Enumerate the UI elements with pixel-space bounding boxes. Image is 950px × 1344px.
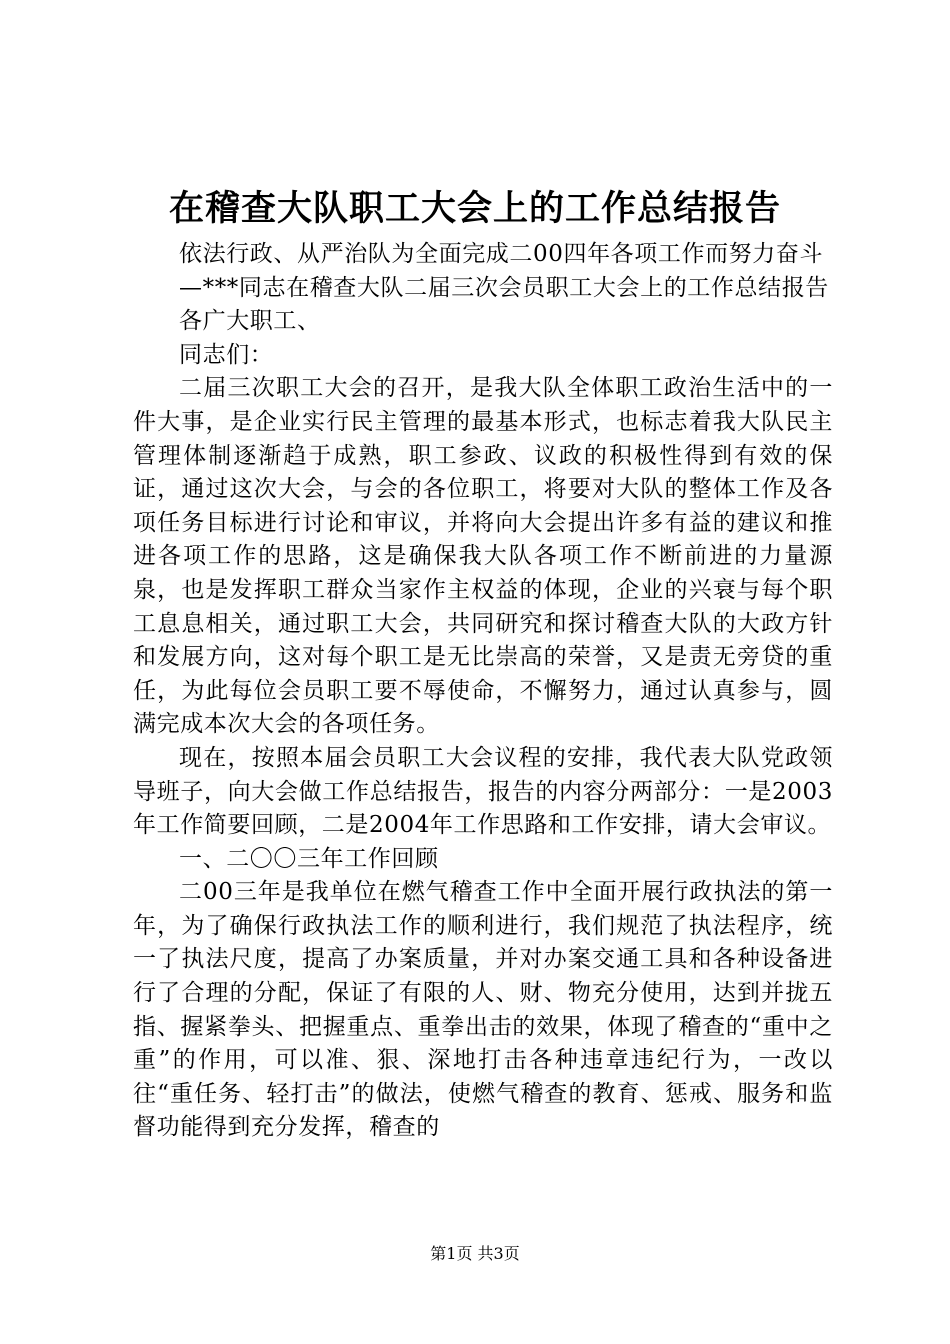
salutation-line: 各广大职工、 — [179, 308, 321, 335]
body-paragraph: 二届三次职工大会的召开，是我大队全体职工政治生活中的一件大事，是企业实行民主管理的最基本形式，也标志着我大队民主管理体制逐渐趋于成熟，职工参政、议政的积极性得到有效的保证，通过这次大会，与会的各位职工，将要对大队的整体工作及各项任务目标进行讨论和审议，并将向大会提出许多有益的建议和推进各项工作的思路，这是确保我大队各项工作不断前进的力量源泉，也是发挥职工群众当家作主权益的体现，企业的兴衰与每个职工息息相关，通过职工大会，共同研究和探讨稽查大队的大政方针和发展方向，这对每个职工是无比崇高的荣誉，又是责无旁贷的重任，为此每位会员职工要不辱使命，不懈努力，通过认真参与，圆满完成本次大会的各项任务。 — [133, 375, 833, 738]
section-heading: 一、二〇〇三年工作回顾 — [179, 845, 439, 872]
page-footer: 第1页 共3页 — [430, 1244, 520, 1263]
subtitle-line: 依法行政、从严治队为全面完成二00四年各项工作而努力奋斗 — [179, 241, 824, 267]
body-paragraph: 二00三年是我单位在燃气稽查工作中全面开展行政执法的第一年，为了确保行政执法工作的顺利进行，我们规范了执法程序，统一了执法尺度，提高了办案质量，并对办案交通工具和各种设备进行了合理的分配，保证了有限的人、财、物充分使用，达到并拢五指、握紧拳头、把握重点、重拳出击的效果，体现了稽查的“重中之重”的作用，可以准、狠、深地打击各种违章违纪行为，一改以往“重任务、轻打击”的做法，使燃气稽查的教育、惩戒、服务和监督功能得到充分发挥，稽查的 — [133, 879, 833, 1141]
subtitle-attribution: —***同志在稽查大队二届三次会员职工大会上的工作总结报告 — [179, 274, 829, 301]
body-paragraph: 现在，按照本届会员职工大会议程的安排，我代表大队党政领导班子，向大会做工作总结报告，报告的内容分两部分：一是2003年工作简要回顾，二是2004年工作思路和工作安排，请大会审议。 — [133, 744, 833, 839]
salutation-line: 同志们： — [179, 341, 274, 368]
document-body — [133, 238, 833, 1145]
document-title: 在稽查大队职工大会上的工作总结报告 — [168, 188, 781, 229]
